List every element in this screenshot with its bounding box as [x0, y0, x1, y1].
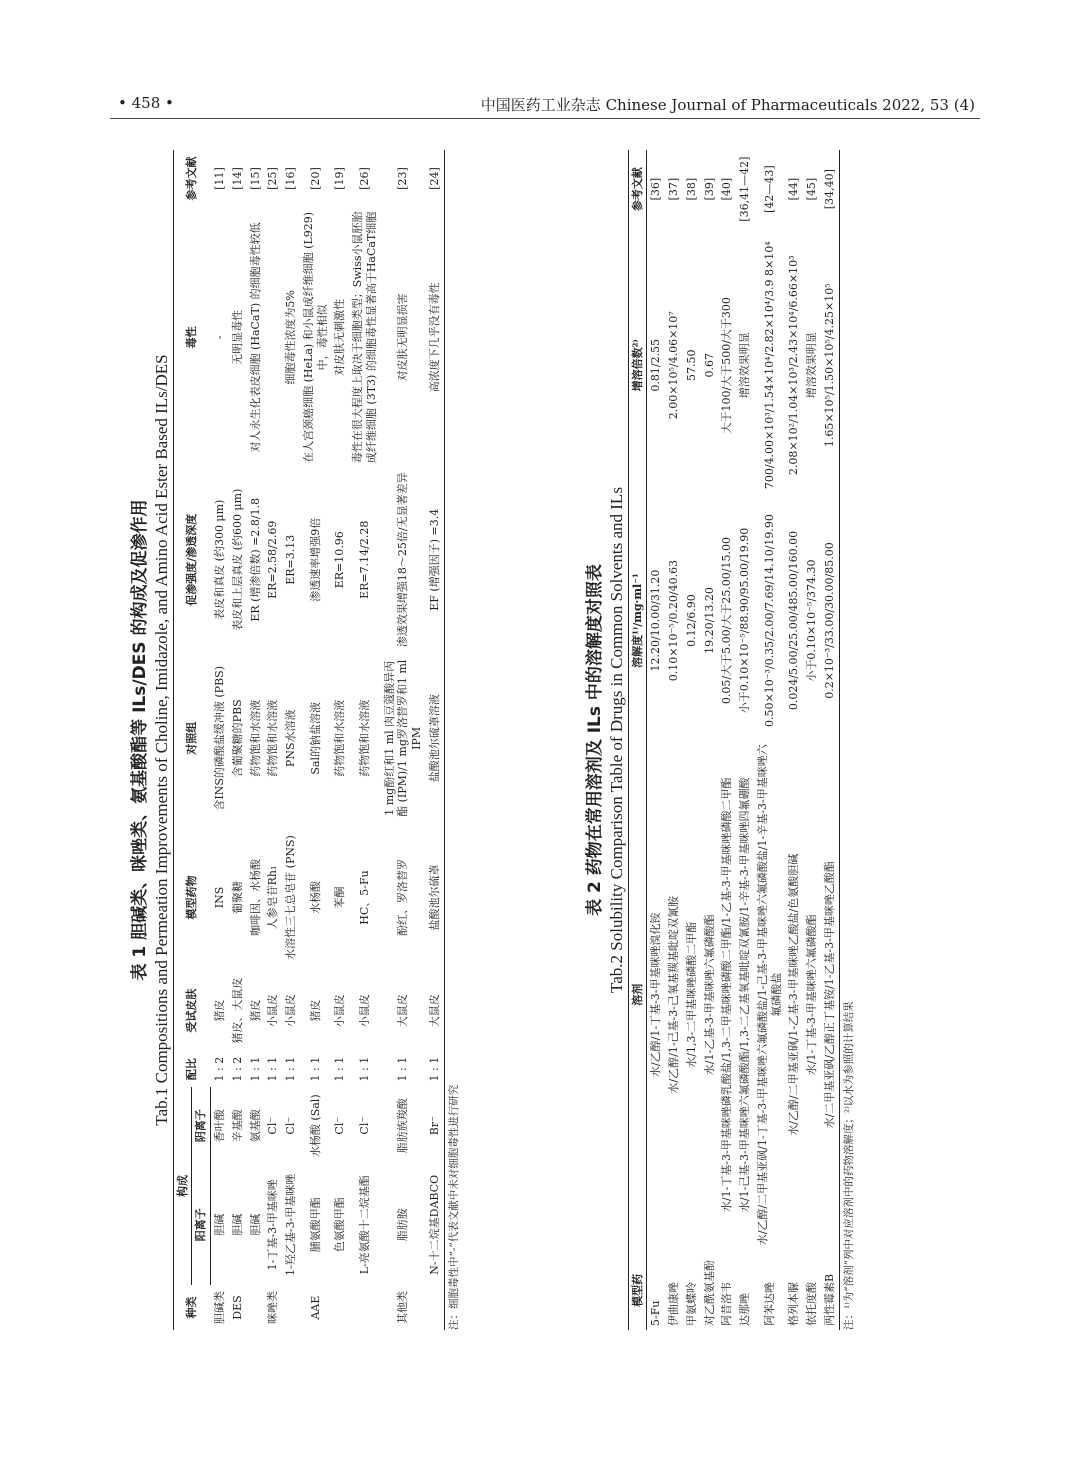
t1-cell-ratio: 1 : 1	[248, 1056, 262, 1082]
t1-cell-drug: 人参皂苷Rh₁	[266, 865, 280, 930]
t2-cell-solvent: 水/乙醇/二甲基亚砜/1-丁基-3-甲基咪唑六氟磷酸盐/1-己基-3-甲基咪唑六氟磷酸盐/1-辛基-3-甲基咪唑六氟磷酸盐	[755, 744, 783, 1246]
t1-cell-anion: Cl⁻	[284, 1116, 297, 1135]
t2-cell-solvent: 水/1-乙基-3-甲基咪唑六氟磷酸酯	[702, 914, 716, 1076]
t1-cell-cation: 脯氨酸甲酯	[308, 1197, 322, 1253]
t1-cell-ref: [26]	[357, 167, 371, 190]
t2-cell-ref: [45]	[805, 177, 818, 201]
t2-cell-fold: 2.08×10²/1.04×10³/2.43×10⁴/6.66×10³	[787, 255, 801, 476]
t2-cell-drug: 甲氨蝶呤	[684, 1282, 698, 1326]
table-row	[282, 150, 300, 1330]
t1-cell-cation: L-亮氨酸十二烷基酯	[357, 1175, 371, 1275]
t2-cell-fold: 700/4.00×10³/1.54×10⁴/2.82×10⁴/3.9 8×10⁴	[762, 241, 776, 490]
t2-cell-ref: [36]	[649, 177, 663, 201]
t1-cell-anion: 氨基酸	[248, 1109, 262, 1143]
t1-header: 配比	[173, 1051, 211, 1087]
t1-cell-ratio: 1 : 1	[396, 1056, 410, 1082]
t1-cell-anion: Cl⁻	[266, 1116, 280, 1135]
t1-cell-drug: 水溶性三七总皂苷 (PNS)	[284, 835, 297, 960]
t1-cell-skin: 小鼠皮	[266, 994, 280, 1028]
t1-cell-effect: ER=7.14/2.28	[357, 520, 371, 599]
t1-cell-cation: 色氨酸甲酯	[333, 1197, 347, 1253]
t1-cell-toxicity: 对人永生化表皮细胞 (HaCaT) 的细胞毒性较低	[248, 222, 262, 453]
t1-cell-category	[426, 1285, 444, 1330]
t1-cell-effect: 渗透速率增强9倍	[308, 517, 322, 602]
t1-cell-ref: [20]	[308, 167, 322, 190]
t2-cell-ref: [36,41—42]	[738, 156, 751, 222]
t2-cell-ref: [39]	[702, 177, 716, 201]
t1-cell-toxicity: 无明显毒性	[230, 309, 244, 365]
table2	[628, 150, 840, 1330]
t2-cell-fold: 0.81/2.55	[649, 338, 663, 392]
table-row	[349, 150, 381, 1330]
t1-cell-category	[247, 1285, 265, 1330]
table-row	[647, 150, 665, 1330]
t1-cell-cation: 脂肪胺	[396, 1208, 410, 1242]
t1-cell-skin: 猪皮	[248, 999, 262, 1022]
t1-header: 种类	[173, 1285, 211, 1330]
t2-cell-solvent: 水/1,3-二甲基咪唑磷酸二甲酯	[684, 921, 698, 1068]
t1-cell-drug: INS	[212, 886, 226, 909]
t1-cell-anion: 脂肪族羧酸	[396, 1098, 410, 1154]
t1-cell-ratio: 1 : 1	[266, 1056, 280, 1082]
t2-cell-drug: 两性霉素B	[821, 1251, 839, 1330]
t1-cell-drug: 苯酮	[333, 886, 347, 909]
t2-cell-drug: 伊曲康唑	[667, 1282, 680, 1326]
t2-cell-solvent: 水/乙醇/二甲基亚砜/1-乙基-3-甲基咪唑乙酸盐/色氨酸胆碱	[787, 853, 801, 1136]
t1-cell-category: AAE	[308, 1295, 322, 1320]
t2-header: 溶剂	[628, 739, 647, 1251]
t2-cell-solubility: 0.024/5.00/25.00/485.00/160.00	[787, 530, 801, 711]
table-row	[785, 150, 803, 1330]
t1-cell-anion: Cl⁻	[333, 1116, 347, 1135]
t1-cell-effect: 渗透效果增强18～25倍/无显著差异	[396, 472, 410, 648]
t2-cell-solubility: 0.05/大于5.00/大于25.00/15.00	[720, 536, 734, 705]
t1-cell-drug: 咖啡因、水杨酸	[248, 858, 262, 936]
t2-cell-solubility: 19.20/13.20	[702, 587, 716, 654]
t1-cell-ratio: 1 : 1	[308, 1056, 322, 1082]
t1-cell-ratio: 1 : 2	[212, 1056, 226, 1082]
t2-header: 参考文献	[628, 150, 647, 228]
rotated-content	[130, 150, 950, 1330]
table-row	[247, 150, 265, 1330]
t1-cell-control: PNS水溶液	[284, 709, 297, 768]
table-row	[736, 150, 754, 1330]
t2-cell-ref: [34,40]	[821, 150, 839, 228]
t1-cell-toxicity: 毒性在很大程度上取决于细胞类型；Swiss小鼠胚胎成纤维细胞 (3T3) 的细胞毒性显著高于HaCaT细胞	[351, 211, 378, 464]
t1-cell-effect: ER=10.96	[333, 531, 347, 589]
t2-cell-solubility: 0.50×10⁻³/0.35/2.00/7.69/14.10/19.90	[762, 514, 776, 727]
table-row	[300, 150, 332, 1330]
t1-cell-effect: 表皮和真皮 (约300 μm)	[212, 499, 226, 620]
t1-cell-ref: [16]	[284, 167, 297, 190]
t2-cell-fold: 57.50	[684, 349, 698, 382]
table1	[173, 150, 445, 1330]
journal-title: 中国医药工业杂志 Chinese Journal of Pharmaceuticals 2022, 53 (4)	[480, 96, 975, 114]
t2-cell-drug: 依托度酸	[805, 1282, 818, 1326]
t1-cell-category: 其他类	[396, 1291, 410, 1325]
table-row	[754, 150, 786, 1330]
t2-header: 增溶倍数²⁾	[628, 228, 647, 502]
t1-cell-ref: [15]	[248, 167, 262, 190]
t1-cell-drug: 葡聚糖	[230, 880, 244, 914]
t1-cell-ratio: 1 : 1	[357, 1056, 371, 1082]
t1-cell-cation: 胆碱	[248, 1213, 262, 1236]
t2-cell-solubility: 0.10×10⁻⁵/0.20/40.63	[667, 559, 680, 682]
t1-cell-ratio: 1 : 1	[333, 1056, 347, 1082]
table-row	[803, 150, 821, 1330]
t1-header: 毒性	[173, 207, 211, 468]
t1-cell-category	[282, 1285, 300, 1330]
t2-cell-solubility: 小于0.10×10⁻⁵/88.90/95.00/19.90	[738, 527, 751, 714]
table-row	[426, 150, 444, 1330]
t1-cell-skin: 大鼠皮	[426, 970, 444, 1051]
t2-cell-solvent: 水/二甲基亚砜/乙醇正丁基铵/1-乙基-3-甲基咪唑乙酸酯	[821, 739, 839, 1251]
table-row	[701, 150, 719, 1330]
t1-cell-skin: 小鼠皮	[333, 994, 347, 1028]
t2-cell-solvent: 水/1-己基-3-甲基咪唑六氟磷酸酯/1,3-二乙基氧基吡啶双氰胺/1-辛基-3-甲基咪唑四氟硼酸	[738, 777, 751, 1213]
table-row	[229, 150, 247, 1330]
table-row	[665, 150, 683, 1330]
t1-cell-control: 1 mg酚红和1 ml 肉豆蔻酸异丙酯 (IPM)/1 mg罗洛替罗和1 ml IPM	[382, 659, 423, 817]
table1-note: 注：细胞毒性中“-”代表文献中未对细胞毒性进行研究	[447, 1084, 460, 1330]
t2-cell-fold: 增溶效果明显	[738, 332, 751, 399]
t1-cell-skin: 小鼠皮	[357, 994, 371, 1028]
t2-cell-ref: [38]	[684, 177, 698, 201]
t1-cell-cation: 胆碱	[213, 1213, 226, 1236]
t1-cell-toxicity: 对皮肤无明显损害	[396, 293, 410, 382]
t2-cell-ref: [37]	[667, 177, 680, 201]
t2-cell-solvent: 水/乙醇/1-己基-3-己氧基羰基吡啶双氰胺	[667, 896, 680, 1094]
t1-header: 促渗强度/渗透深度	[173, 468, 211, 652]
t2-cell-fold: 1.65×10⁵/1.50×10⁵/4.25×10⁵	[821, 228, 839, 502]
t1-cell-control: 药物饱和水溶液	[266, 699, 280, 777]
t2-cell-solubility: 0.12/6.90	[684, 594, 698, 647]
t2-cell-drug: 阿苯达唑	[762, 1282, 776, 1326]
t1-cell-control: Sal的钠盐溶液	[308, 701, 322, 775]
t1-cell-control: 含INS的磷酸盐缓冲液 (PBS)	[212, 666, 226, 811]
t1-cell-anion: 香叶酸	[213, 1109, 226, 1143]
table2-note: 注：¹⁾为“溶剂”列中对应溶剂中的药物溶解度；²⁾以水为参照的计算结果	[842, 1001, 855, 1330]
t1-cell-ref: [19]	[333, 167, 347, 190]
t1-cell-cation: 1-羟乙基-3-甲基咪唑	[284, 1173, 297, 1276]
t2-header: 模型药	[628, 1251, 647, 1330]
table1-block	[130, 150, 461, 1330]
t1-header: 构成	[173, 1087, 192, 1285]
t1-cell-control: 药物饱和水溶液	[248, 699, 262, 777]
t1-cell-toxicity: 细胞毒性浓度为5%	[284, 290, 297, 385]
t1-cell-toxicity: 对皮肤无刺激性	[333, 298, 347, 376]
table2-caption-en: Tab.2 Solubility Comparison Table of Drugs in Common Solvents and ILs	[607, 487, 627, 993]
t1-header: 阴离子	[192, 1087, 211, 1164]
table1-caption-en: Tab.1 Compositions and Permeation Improvements of Choline, Imidazole, and Amino Acid Ester Based ILs/DES	[152, 354, 172, 1126]
t1-cell-toxicity: -	[212, 335, 226, 340]
t1-cell-toxicity: 高浓度下几乎没有毒性	[426, 207, 444, 468]
t1-cell-cation: 胆碱	[230, 1213, 244, 1236]
t2-cell-ref: [42—43]	[762, 165, 776, 213]
t1-cell-category: 胆碱类	[212, 1291, 226, 1325]
t1-cell-control: 盐酸池尔硫䓬溶液	[426, 652, 444, 825]
t1-cell-drug: 酚红、罗洛替罗	[396, 858, 410, 936]
t1-cell-drug: 盐酸池尔硫䓬	[426, 825, 444, 970]
t1-header: 对照组	[173, 652, 211, 825]
t1-cell-ref: [25]	[266, 167, 280, 190]
t2-cell-solubility: 小于0.10×10⁻⁵/374.30	[805, 559, 818, 682]
table-row	[683, 150, 701, 1330]
t1-cell-ratio: 1 : 1	[284, 1056, 297, 1082]
t2-cell-solubility: 12.20/10.00/31.20	[649, 569, 663, 672]
t1-cell-ref: [24]	[426, 150, 444, 207]
t1-cell-effect: ER=2.58/2.69	[266, 520, 280, 599]
t2-cell-drug: 格列本脲	[787, 1282, 801, 1326]
t1-cell-skin: 猪皮	[308, 999, 322, 1022]
t1-cell-skin: 大鼠皮	[396, 994, 410, 1028]
t1-cell-cation: 1-丁基-3-甲基咪唑	[266, 1179, 280, 1271]
t1-cell-anion: Cl⁻	[357, 1116, 371, 1135]
table-row	[381, 150, 426, 1330]
t1-cell-anion: 水杨酸 (Sal)	[308, 1094, 322, 1158]
t1-cell-ref: [14]	[230, 167, 244, 190]
t1-cell-skin: 猪皮、大鼠皮	[230, 977, 244, 1044]
t1-cell-cation: N-十二烷基DABCO	[426, 1164, 444, 1285]
t2-cell-fold: 增溶效果明显	[805, 332, 818, 399]
table2-block	[585, 150, 856, 1330]
table-row	[264, 150, 282, 1330]
t1-cell-skin: 猪皮	[212, 999, 226, 1022]
t1-cell-ratio: 1 : 1	[426, 1051, 444, 1087]
t1-cell-category	[331, 1285, 349, 1330]
t1-cell-anion: Br⁻	[426, 1087, 444, 1164]
table2-body	[647, 150, 839, 1330]
t1-cell-effect: ER (增渗倍数) =2.8/1.8	[248, 497, 262, 622]
t1-cell-category: 咪唑类	[266, 1291, 280, 1325]
t1-cell-ref: [11]	[212, 167, 226, 190]
t1-cell-effect: EF (增强因子) =3.4	[426, 468, 444, 652]
t1-cell-category	[349, 1285, 381, 1330]
t2-cell-fold: 大于100/大于500/大于300	[720, 297, 734, 434]
t1-header: 受试皮肤	[173, 970, 211, 1051]
t2-cell-solvent: 水/1-丁基-3-甲基咪唑六氟磷酸酯	[805, 914, 818, 1076]
t1-header: 阳离子	[192, 1164, 211, 1285]
t1-cell-control: 含葡聚糖的PBS	[230, 699, 244, 778]
table-row	[821, 150, 839, 1330]
t1-cell-effect: ER=3.13	[284, 534, 297, 585]
t2-cell-ref: [40]	[720, 177, 734, 201]
header-rule	[110, 118, 980, 119]
t2-cell-solubility: 0.2×10⁻³/33.00/30.00/85.00	[821, 502, 839, 739]
t2-cell-drug: 5-Fu	[649, 1300, 663, 1326]
t1-cell-control: 药物饱和水溶液	[357, 699, 371, 777]
t2-cell-solvent: 水/1-丁基-3-甲基咪唑磷乳酸盐/1,3-二甲基咪唑磷酸二甲酯/1-乙基-3-甲基咪唑磷酸二甲酯	[720, 777, 734, 1213]
t2-header: 溶解度¹⁾/mg·ml⁻¹	[628, 502, 647, 739]
t1-cell-toxicity: 在人宫颈癌细胞 (HeLa) 和小鼠成纤维细胞 (L929) 中，毒性相似	[301, 211, 329, 463]
t1-cell-ratio: 1 : 2	[230, 1056, 244, 1082]
t1-cell-drug: HC、5-Fu	[357, 870, 371, 925]
t1-cell-toxicity	[264, 207, 282, 468]
t1-cell-anion: 辛基酸	[230, 1109, 244, 1143]
t2-cell-solvent: 水/乙醇/1-丁基-3-甲基咪唑溴化铵	[649, 912, 663, 1078]
table1-body	[211, 150, 445, 1330]
t1-cell-skin: 小鼠皮	[284, 994, 297, 1028]
t1-cell-control: 药物饱和水溶液	[333, 699, 347, 777]
table-row	[211, 150, 229, 1330]
t2-cell-fold: 2.00×10⁵/4.06×10⁷	[667, 311, 680, 420]
t1-cell-ref: [23]	[396, 167, 410, 190]
t2-cell-fold: 0.67	[702, 353, 716, 378]
t1-cell-category: DES	[230, 1295, 244, 1320]
t2-cell-drug: 对乙酰氨基酚	[702, 1260, 716, 1326]
table-row	[331, 150, 349, 1330]
table2-caption-cn: 表 2 药物在常用溶剂及 ILs 中的溶解度对照表	[585, 564, 605, 916]
t1-header: 参考文献	[173, 150, 211, 207]
t2-cell-drug: 阿昔洛韦	[720, 1282, 734, 1326]
t2-cell-ref: [44]	[787, 177, 801, 201]
t2-cell-drug: 达那唑	[738, 1293, 751, 1326]
page-number: • 458 •	[118, 94, 174, 112]
t1-header: 模型药物	[173, 825, 211, 970]
table1-caption-cn: 表 1 胆碱类、咪唑类、氨基酸酯等 ILs/DES 的构成及促渗作用	[130, 499, 150, 981]
table-row	[718, 150, 736, 1330]
t1-cell-drug: 水杨酸	[308, 880, 322, 914]
t1-cell-effect: 表皮和上层真皮 (约600 μm)	[230, 488, 244, 631]
